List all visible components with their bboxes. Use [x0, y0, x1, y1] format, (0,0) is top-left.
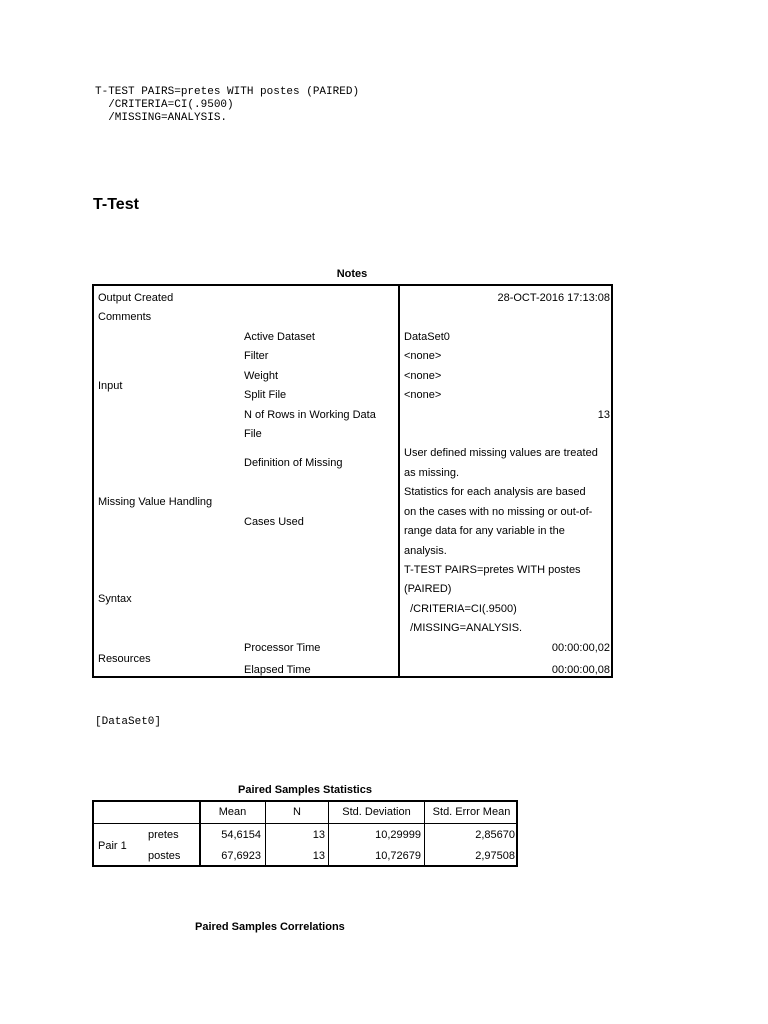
definition-missing-label: Definition of Missing	[244, 457, 343, 469]
n-rows-value: 13	[597, 409, 610, 421]
paired-stats-table	[92, 800, 518, 867]
section-heading: T-Test	[93, 196, 139, 213]
elapsed-time-value: 00:00:00,08	[551, 664, 610, 676]
row-label: postes	[148, 850, 181, 862]
syntax-label: Syntax	[98, 593, 132, 605]
paired-stats-caption: Paired Samples Statistics	[238, 784, 372, 796]
elapsed-time-label: Elapsed Time	[244, 664, 311, 676]
comments-label: Comments	[98, 311, 152, 323]
syntax-line: /MISSING=ANALYSIS.	[95, 112, 228, 124]
cases-used-value: analysis.	[404, 545, 447, 557]
processor-time-label: Processor Time	[244, 642, 321, 654]
cell-mean: 67,6923	[221, 850, 261, 862]
col-header-n: N	[293, 806, 301, 818]
header-divider	[94, 823, 516, 824]
weight-value: <none>	[404, 370, 442, 382]
active-dataset-label: Active Dataset	[244, 331, 315, 343]
output-created-value: 28-OCT-2016 17:13:08	[497, 292, 610, 304]
cases-used-value: on the cases with no missing or out-of-	[404, 506, 593, 518]
cell-se: 2,85670	[475, 829, 515, 841]
cases-used-label: Cases Used	[244, 516, 304, 528]
correlations-caption: Paired Samples Correlations	[195, 921, 345, 933]
cell-n: 13	[312, 829, 325, 841]
split-file-value: <none>	[404, 389, 442, 401]
notes-caption: Notes	[336, 268, 368, 280]
syntax-value: /CRITERIA=CI(.9500)	[404, 603, 517, 615]
row-label: pretes	[148, 829, 179, 841]
cell-n: 13	[312, 850, 325, 862]
filter-label: Filter	[244, 350, 269, 362]
definition-missing-value: as missing.	[404, 467, 460, 479]
syntax-block	[95, 86, 359, 125]
missing-handling-label: Missing Value Handling	[98, 496, 213, 508]
col-header-std-deviation: Std. Deviation	[342, 806, 411, 818]
filter-value: <none>	[404, 350, 442, 362]
syntax-line: T-TEST PAIRS=pretes WITH postes (PAIRED)	[95, 86, 360, 98]
col-header-mean: Mean	[218, 806, 247, 818]
cell-sd: 10,72679	[375, 850, 421, 862]
n-rows-label: N of Rows in Working Data	[244, 409, 376, 421]
col-header-std-error-mean: Std. Error Mean	[432, 806, 511, 818]
column-divider	[398, 286, 400, 676]
output-created-label: Output Created	[98, 292, 174, 304]
weight-label: Weight	[244, 370, 279, 382]
definition-missing-value: User defined missing values are treated	[404, 447, 598, 459]
syntax-value: /MISSING=ANALYSIS.	[404, 622, 523, 634]
cases-used-value: range data for any variable in the	[404, 525, 565, 537]
syntax-value: (PAIRED)	[404, 583, 452, 595]
syntax-line: /CRITERIA=CI(.9500)	[95, 99, 234, 111]
syntax-value: T-TEST PAIRS=pretes WITH postes	[404, 564, 581, 576]
active-dataset-value: DataSet0	[404, 331, 450, 343]
split-file-label: Split File	[244, 389, 287, 401]
resources-label: Resources	[98, 653, 151, 665]
cases-used-value: Statistics for each analysis are based	[404, 486, 586, 498]
notes-table	[92, 284, 613, 678]
cell-mean: 54,6154	[221, 829, 261, 841]
processor-time-value: 00:00:00,02	[551, 642, 610, 654]
cell-se: 2,97508	[475, 850, 515, 862]
pair-group-label: Pair 1	[98, 840, 127, 852]
dataset-tag: [DataSet0]	[95, 716, 162, 728]
input-label: Input	[98, 380, 123, 392]
cell-sd: 10,29999	[375, 829, 421, 841]
n-rows-label-cont: File	[244, 428, 262, 440]
